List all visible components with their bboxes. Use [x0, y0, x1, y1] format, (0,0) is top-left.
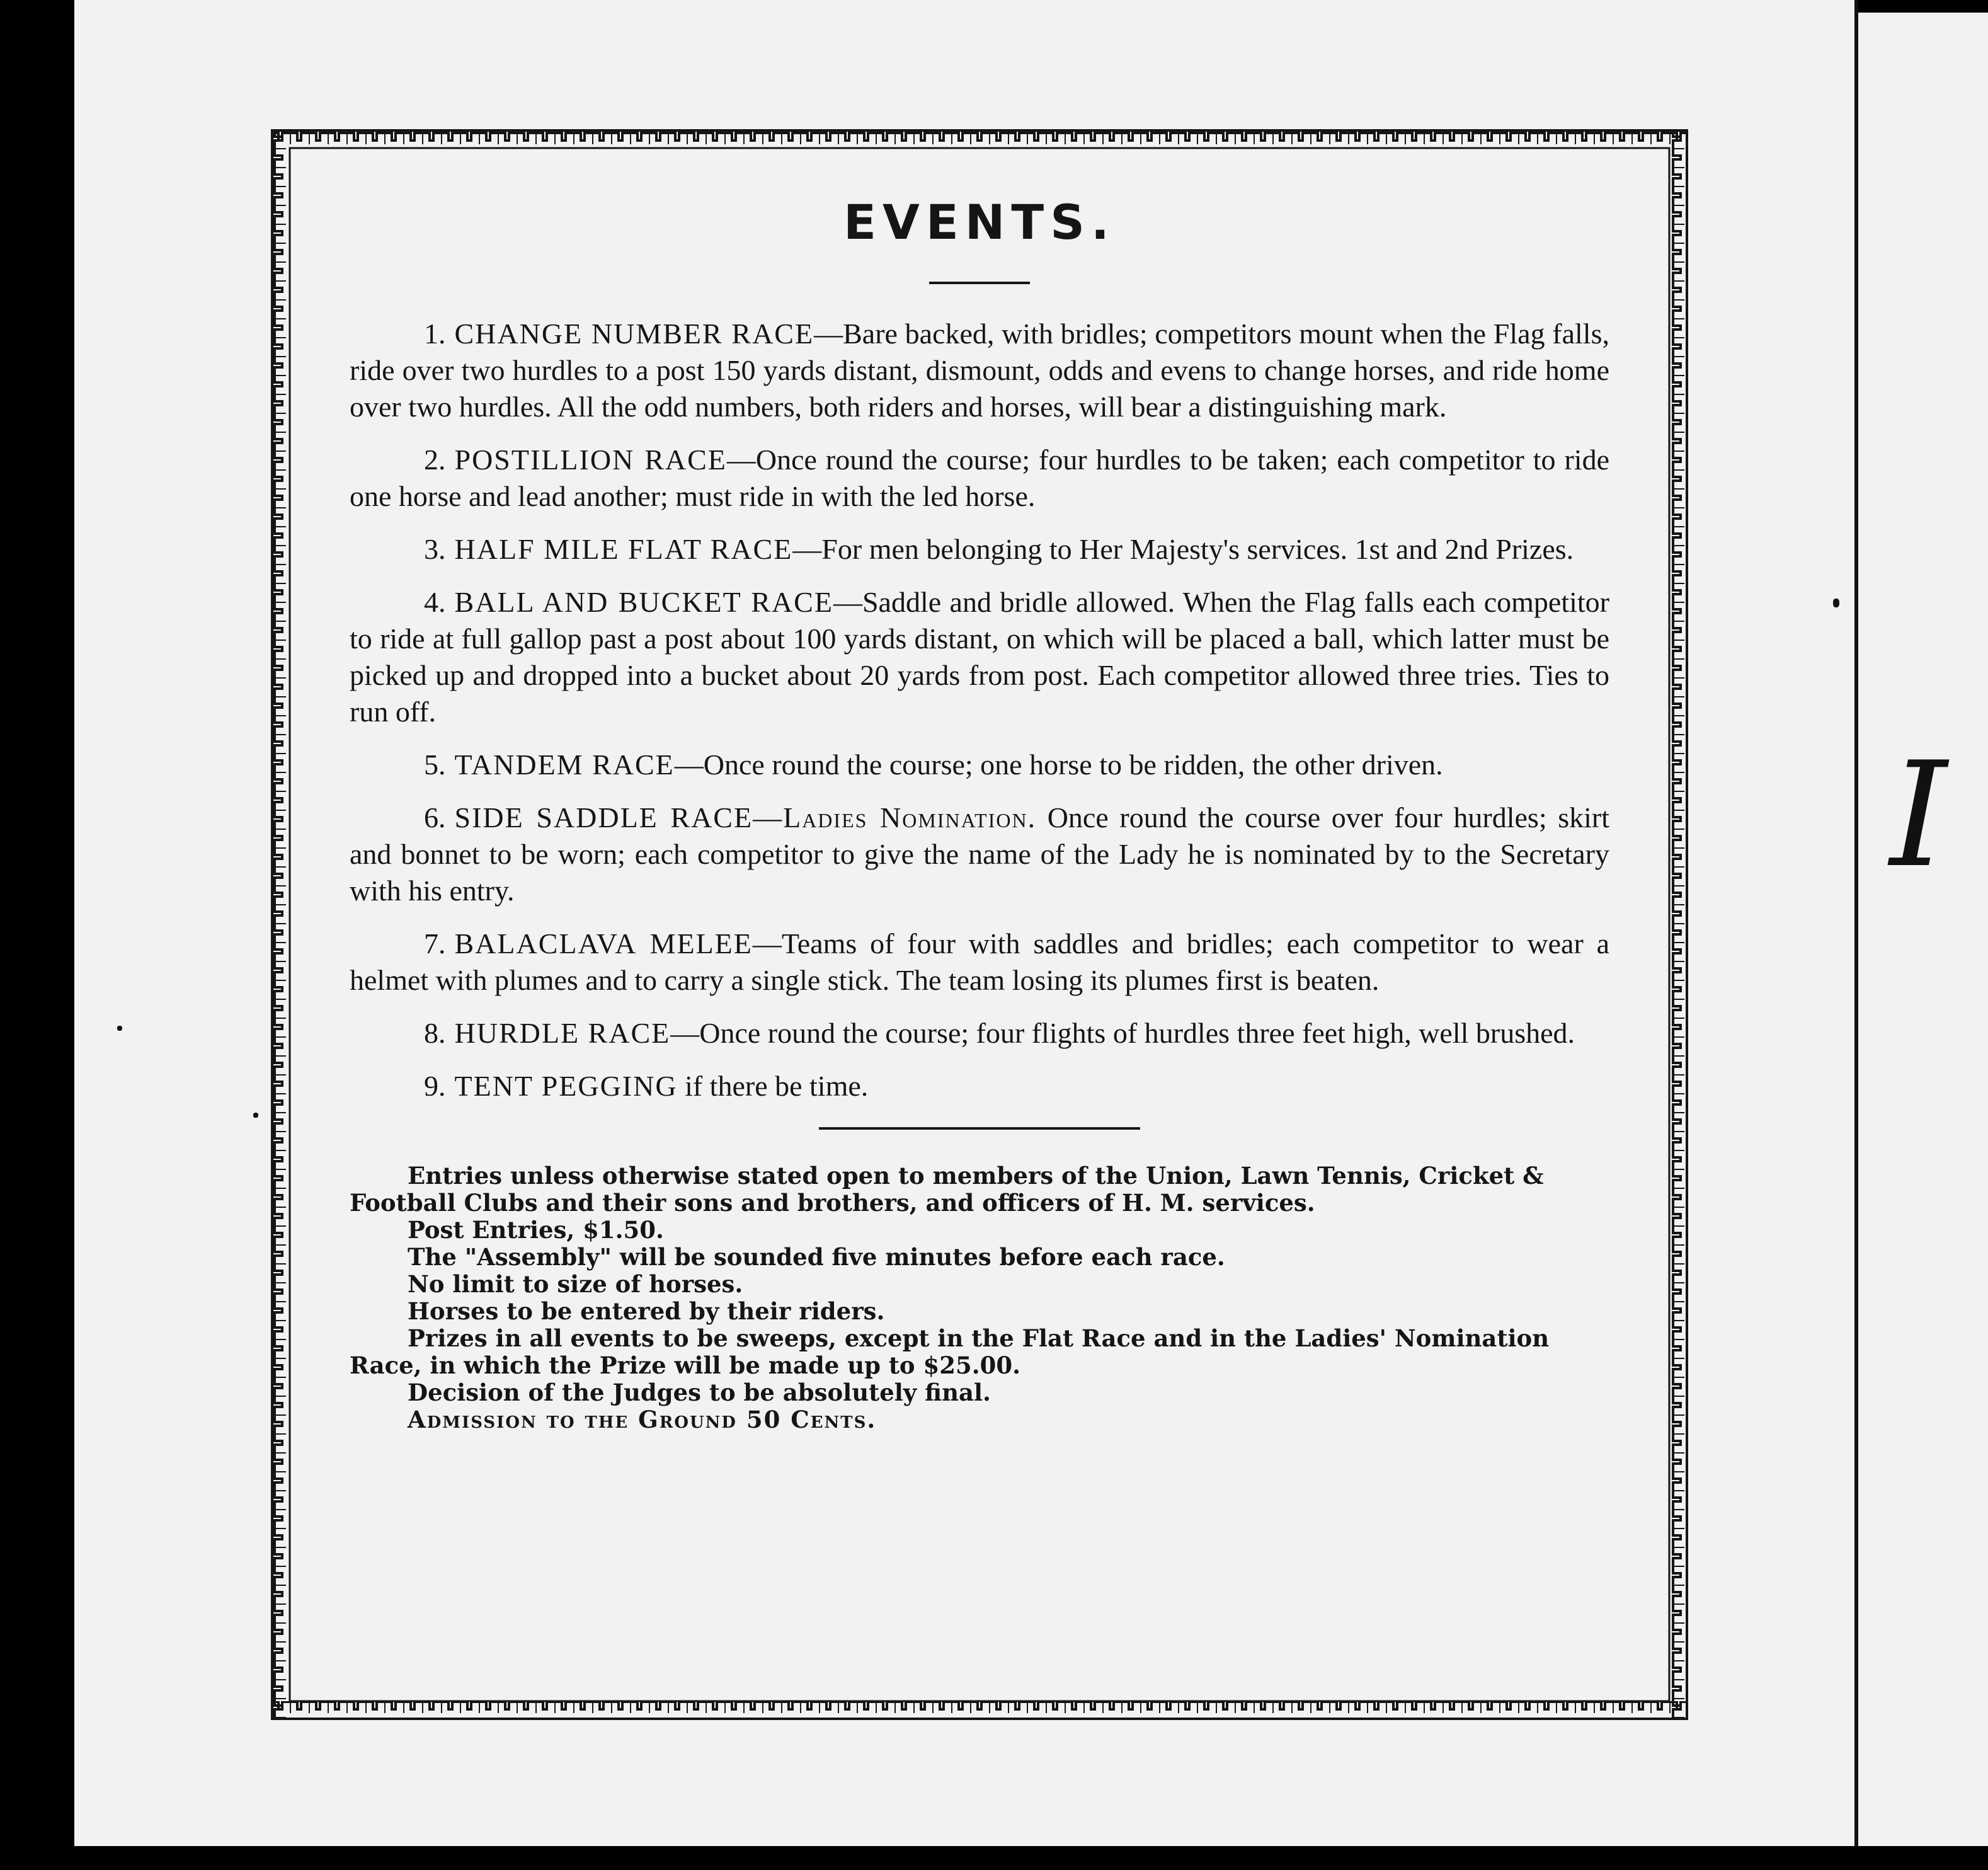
event-description: —For men belonging to Her Majesty's services. 1st and 2nd Prizes.: [792, 533, 1574, 565]
event-description: —Saddle and bridle allowed. When the Flag falls each competitor to ride at full gallop past a post about 100 yards distant, on which will be placed a ball, which latter must be picked up and dropped into a bucket about 20 yards from post. Each competitor allowed three tries. Ties to run off.: [350, 586, 1609, 728]
event-title: POSTILLION RACE: [454, 444, 727, 476]
events-heading: EVENTS.: [843, 194, 1116, 250]
event-item: [350, 1015, 1609, 1052]
event-item: [350, 316, 1609, 425]
adjacent-page-script-fragment: I: [1890, 731, 1947, 900]
event-description: —Once round the course; four hurdles to be taken; each competitor to ride one horse and lead another; must ride in with the led horse.: [350, 444, 1609, 512]
event-number: 6.: [424, 801, 446, 834]
event-description: —Teams of four with saddles and bridles; each competitor to wear a helmet with plumes and to carry a single stick. The team losing its plumes first is beaten.: [350, 927, 1609, 996]
ink-speck: [1833, 599, 1839, 607]
note-horses-entered: Horses to be entered by their riders.: [408, 1297, 885, 1325]
event-number: 1.: [424, 318, 446, 350]
event-title: TANDEM RACE: [454, 749, 675, 781]
event-description: —Once round the course; one horse to be ridden, the other driven.: [674, 749, 1443, 781]
note-prizes: Prizes in all events to be sweeps, except in the Flat Race and in the Ladies' Nomination Race, in which the Prize will be made up to $25.00.: [350, 1324, 1550, 1379]
adjacent-page: [1858, 13, 1988, 1846]
event-number: 9.: [424, 1070, 446, 1102]
events-content: [350, 194, 1610, 1433]
event-description: Once round the course over four hurdles; skirt and bonnet to be worn; each competitor to give the name of the Lady he is nominated by to the Secretary with his entry.: [350, 801, 1610, 907]
note-assembly: The "Assembly" will be sounded five minutes before each race.: [408, 1243, 1225, 1271]
note-entries: Entries unless otherwise stated open to members of the Union, Lawn Tennis, Cricket & Football Clubs and their sons and brothers, and officers of H. M. services.: [350, 1162, 1544, 1217]
note-decision: Decision of the Judges to be absolutely final.: [408, 1379, 991, 1406]
event-number: 2.: [424, 444, 446, 476]
event-title: BALL AND BUCKET RACE: [454, 586, 833, 618]
note-post-entries: Post Entries, $1.50.: [408, 1216, 664, 1244]
event-description: if there be time.: [677, 1070, 869, 1102]
event-item: [350, 800, 1609, 909]
event-number: 3.: [424, 533, 446, 565]
event-item: [350, 1068, 1609, 1104]
event-number: 5.: [424, 749, 446, 781]
event-item: [350, 442, 1609, 515]
event-title: HALF MILE FLAT RACE: [454, 533, 793, 565]
heading-rule: [929, 282, 1030, 284]
event-item: [350, 747, 1609, 783]
event-title: CHANGE NUMBER RACE: [454, 318, 814, 350]
event-number: 7.: [424, 927, 446, 960]
note-admission: Admission to the Ground 50 Cents.: [408, 1406, 877, 1433]
event-title: SIDE SADDLE RACE: [454, 801, 753, 834]
event-description: —Once round the course; four flights of hurdles three feet high, well brushed.: [670, 1017, 1575, 1049]
event-item: [350, 926, 1609, 999]
ink-speck: [117, 1026, 122, 1031]
event-description: —Bare backed, with bridles; competitors mount when the Flag falls, ride over two hurdles to a post 150 yards distant, dismount, odds and evens to change horses, and ride home over two hurdles. All the odd numbers, both riders and horses, will bear a distinguishing mark.: [350, 318, 1609, 423]
event-title: TENT PEGGING: [454, 1070, 678, 1102]
scan-edge: [0, 1846, 1988, 1870]
entry-notes: [350, 1162, 1609, 1433]
notes-rule: [819, 1127, 1140, 1130]
event-title: HURDLE RACE: [454, 1017, 671, 1049]
event-subtitle: —Ladies Nomination.: [753, 801, 1037, 834]
event-item: [350, 584, 1609, 730]
events-frame: [271, 129, 1688, 1720]
event-number: 8.: [424, 1017, 446, 1049]
event-number: 4.: [424, 586, 446, 618]
note-no-limit: No limit to size of horses.: [408, 1270, 743, 1298]
ink-speck: [253, 1113, 258, 1118]
event-title: BALACLAVA MELEE: [454, 927, 753, 960]
event-item: [350, 531, 1609, 568]
